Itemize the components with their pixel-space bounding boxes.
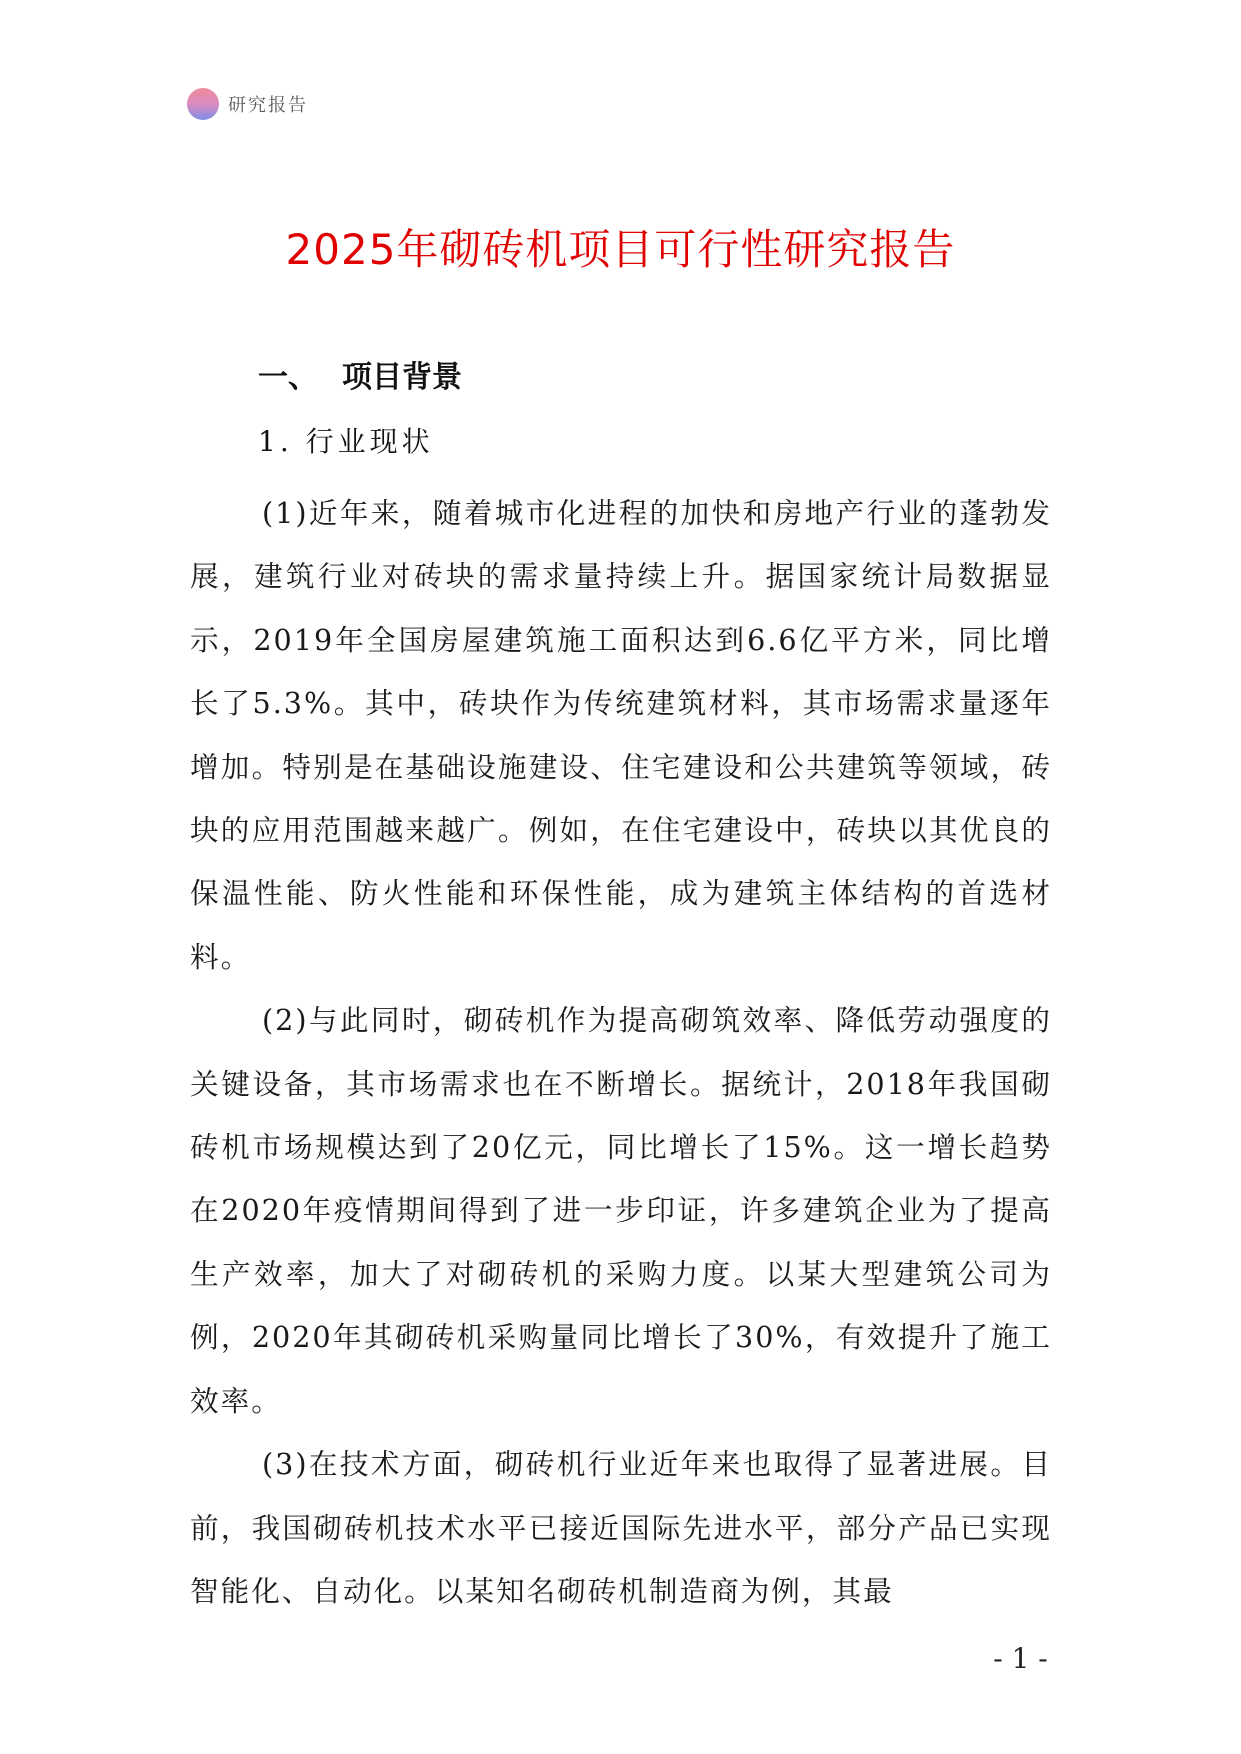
section-title: 项目背景 — [342, 360, 462, 395]
paragraph-3: (3)在技术方面，砌砖机行业近年来也取得了显著进展。目前，我国砌砖机技术水平已接近国际先进水平，部分产品已实现智能化、自动化。以某知名砌砖机制造商为例，其最 — [190, 1447, 1052, 1608]
subsection-heading: 1. 行业现状 — [258, 425, 434, 458]
section-number: 一、 — [258, 360, 318, 395]
paragraph-1: (1)近年来，随着城市化进程的加快和房地产行业的蓬勃发展，建筑行业对砖块的需求量持续上升。据国家统计局数据显示，2019年全国房屋建筑施工面积达到6.6亿平方米，同比增长了5.3%。其中，砖块作为传统建筑材料，其市场需求量逐年增加。特别是在基础设施建设、住宅建设和公共建筑等领域，砖块的应用范围越来越广。例如，在住宅建设中，砖块以其优良的保温性能、防火性能和环保性能，成为建筑主体结构的首选材料。 — [190, 496, 1052, 974]
document-title: 2025年砌砖机项目可行性研究报告 — [285, 225, 956, 274]
page-header — [187, 88, 308, 120]
paragraph-2: (2)与此同时，砌砖机作为提高砌筑效率、降低劳动强度的关键设备，其市场需求也在不断增长。据统计，2018年我国砌砖机市场规模达到了20亿元，同比增长了15%。这一增长趋势在2020年疫情期间得到了进一步印证，许多建筑企业为了提高生产效率，加大了对砌砖机的采购力度。以某大型建筑公司为例，2020年其砌砖机采购量同比增长了30%，有效提升了施工效率。 — [190, 1003, 1052, 1418]
page-number: - 1 - — [993, 1642, 1048, 1675]
header-label: 研究报告 — [228, 95, 308, 116]
body-text — [190, 482, 1052, 1623]
section-heading — [258, 358, 462, 398]
report-logo-icon — [187, 88, 219, 120]
